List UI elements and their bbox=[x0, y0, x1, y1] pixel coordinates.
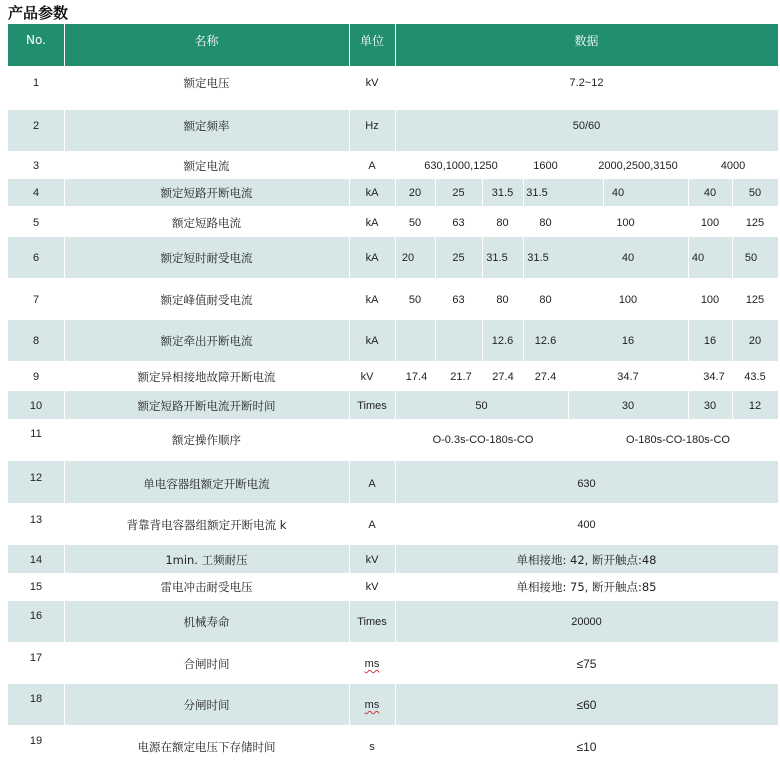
param-value: 50 bbox=[744, 252, 758, 264]
param-value: 80 bbox=[539, 294, 552, 306]
param-name: 雷电冲击耐受电压 bbox=[160, 580, 253, 594]
param-value: 50/60 bbox=[572, 120, 601, 132]
param-value: 50 bbox=[408, 294, 422, 306]
param-unit: ms bbox=[364, 699, 380, 711]
row-number: 16 bbox=[29, 610, 43, 622]
param-value: 80 bbox=[496, 217, 509, 229]
param-value: O-180s-CO-180s-CO bbox=[626, 434, 730, 446]
param-value: 25 bbox=[452, 187, 465, 199]
param-value: 40 bbox=[621, 252, 635, 264]
param-name: 背靠背电容器组额定开断电流 k bbox=[126, 518, 287, 532]
row-number: 10 bbox=[29, 400, 43, 412]
param-value: 630 bbox=[577, 478, 596, 490]
row-number: 15 bbox=[29, 581, 43, 593]
param-value: 125 bbox=[745, 217, 765, 229]
param-value: 100 bbox=[618, 294, 638, 306]
row-number: 18 bbox=[29, 693, 43, 705]
param-value: 100 bbox=[700, 217, 720, 229]
param-value: 12 bbox=[748, 400, 762, 412]
param-value: 50 bbox=[748, 187, 762, 199]
param-name: 单电容器组额定开断电流 bbox=[143, 477, 270, 491]
param-unit: kA bbox=[365, 217, 379, 229]
param-name: 额定电压 bbox=[183, 76, 230, 90]
param-unit: Hz bbox=[365, 120, 379, 132]
param-value: ≤10 bbox=[576, 740, 597, 754]
param-value: 40 bbox=[611, 187, 625, 199]
param-value: 16 bbox=[703, 335, 717, 347]
param-unit: kV bbox=[365, 77, 379, 89]
param-value: O-0.3s-CO-180s-CO bbox=[432, 434, 534, 446]
param-name: 合闸时间 bbox=[183, 657, 230, 671]
param-name: 额定频率 bbox=[183, 119, 230, 133]
param-value: 80 bbox=[539, 217, 552, 229]
row-number: 6 bbox=[32, 252, 40, 264]
param-value: 63 bbox=[452, 217, 465, 229]
param-unit: kA bbox=[365, 252, 379, 264]
param-value: 7.2~12 bbox=[569, 77, 604, 89]
param-unit: A bbox=[368, 519, 376, 531]
param-value: 27.4 bbox=[534, 371, 557, 383]
param-value: 630,1000,1250 bbox=[424, 160, 498, 172]
row-number: 14 bbox=[29, 554, 43, 566]
param-name: 分闸时间 bbox=[183, 698, 230, 712]
param-value: 30 bbox=[703, 400, 717, 412]
param-value: 21.7 bbox=[450, 371, 472, 383]
param-name: 额定短路开断电流 bbox=[160, 186, 253, 200]
param-value: 12.6 bbox=[491, 335, 514, 347]
param-value: 50 bbox=[475, 400, 488, 412]
param-unit: A bbox=[368, 478, 376, 490]
param-value: ≤60 bbox=[576, 698, 597, 712]
param-value: 20000 bbox=[571, 616, 602, 628]
param-name: 额定峰值耐受电流 bbox=[160, 293, 253, 307]
param-value: 40 bbox=[703, 187, 717, 199]
param-unit: kA bbox=[365, 187, 379, 199]
row-number: 9 bbox=[32, 371, 40, 383]
param-value: 17.4 bbox=[405, 371, 428, 383]
row-number: 5 bbox=[32, 217, 40, 229]
param-unit: kA bbox=[365, 335, 379, 347]
param-value: 31.5 bbox=[527, 252, 549, 264]
param-value: 20 bbox=[408, 187, 422, 199]
header-name: 名称 bbox=[194, 33, 219, 48]
param-value: 单相接地: 42, 断开触点:48 bbox=[516, 553, 657, 567]
param-name: 额定短路开断电流开断时间 bbox=[137, 399, 276, 413]
param-value: 34.7 bbox=[617, 371, 639, 383]
param-value: 16 bbox=[621, 335, 635, 347]
param-value: 2000,2500,3150 bbox=[598, 160, 678, 172]
param-unit: A bbox=[368, 160, 376, 172]
param-value: 25 bbox=[452, 252, 465, 264]
row-number: 3 bbox=[32, 160, 40, 172]
param-name: 额定短路电流 bbox=[172, 216, 241, 230]
header-data: 数据 bbox=[574, 33, 599, 48]
row-number: 19 bbox=[29, 735, 43, 747]
param-value: 31.5 bbox=[486, 252, 508, 264]
param-value: 400 bbox=[577, 519, 596, 531]
param-value: 34.7 bbox=[703, 371, 725, 383]
param-value: 43.5 bbox=[744, 371, 766, 383]
row-number: 17 bbox=[29, 652, 43, 664]
row-number: 1 bbox=[32, 77, 40, 89]
row-number: 12 bbox=[29, 472, 43, 484]
param-value: 单相接地: 75, 断开触点:85 bbox=[516, 580, 657, 594]
param-value: 31.5 bbox=[526, 187, 548, 199]
param-value: ≤75 bbox=[576, 657, 597, 671]
param-value: 4000 bbox=[720, 160, 746, 172]
parameter-table bbox=[8, 24, 778, 763]
param-unit: ms bbox=[364, 658, 380, 670]
param-name: 电源在额定电压下存储时间 bbox=[137, 740, 276, 754]
param-name: 额定牵出开断电流 bbox=[160, 334, 253, 348]
param-unit: Times bbox=[357, 400, 387, 412]
row-number: 13 bbox=[29, 514, 43, 526]
param-name: 额定电流 bbox=[183, 159, 230, 173]
row-number: 2 bbox=[32, 120, 40, 132]
param-unit: kV bbox=[365, 554, 379, 566]
param-value: 12.6 bbox=[534, 335, 557, 347]
param-unit: kA bbox=[365, 294, 379, 306]
row-number: 11 bbox=[30, 428, 42, 440]
param-value: 100 bbox=[616, 217, 635, 229]
param-value: 40 bbox=[691, 252, 705, 264]
param-unit: kV bbox=[365, 581, 379, 593]
header-unit: 单位 bbox=[359, 33, 384, 48]
header-no: No. bbox=[26, 33, 46, 47]
param-value: 30 bbox=[621, 400, 635, 412]
param-name: 额定短时耐受电流 bbox=[160, 251, 253, 265]
param-name: 1min. 工频耐压 bbox=[165, 553, 248, 567]
param-value: 31.5 bbox=[491, 187, 514, 199]
param-unit: kV bbox=[360, 371, 374, 383]
row-number: 7 bbox=[32, 294, 40, 306]
param-value: 80 bbox=[496, 294, 509, 306]
param-value: 27.4 bbox=[492, 371, 514, 383]
row-number: 4 bbox=[32, 187, 40, 199]
param-name: 额定异相接地故障开断电流 bbox=[137, 370, 276, 384]
param-value: 125 bbox=[745, 294, 765, 306]
param-unit: s bbox=[369, 741, 375, 753]
param-value: 20 bbox=[401, 252, 415, 264]
param-value: 1600 bbox=[533, 160, 558, 172]
param-value: 63 bbox=[452, 294, 465, 306]
param-value: 20 bbox=[748, 335, 762, 347]
param-name: 机械寿命 bbox=[183, 615, 230, 629]
page-title: 产品参数 bbox=[8, 4, 69, 22]
param-unit: Times bbox=[357, 616, 387, 628]
param-name: 额定操作顺序 bbox=[172, 433, 241, 447]
row-number: 8 bbox=[32, 335, 40, 347]
param-value: 50 bbox=[408, 217, 422, 229]
param-value: 100 bbox=[700, 294, 720, 306]
